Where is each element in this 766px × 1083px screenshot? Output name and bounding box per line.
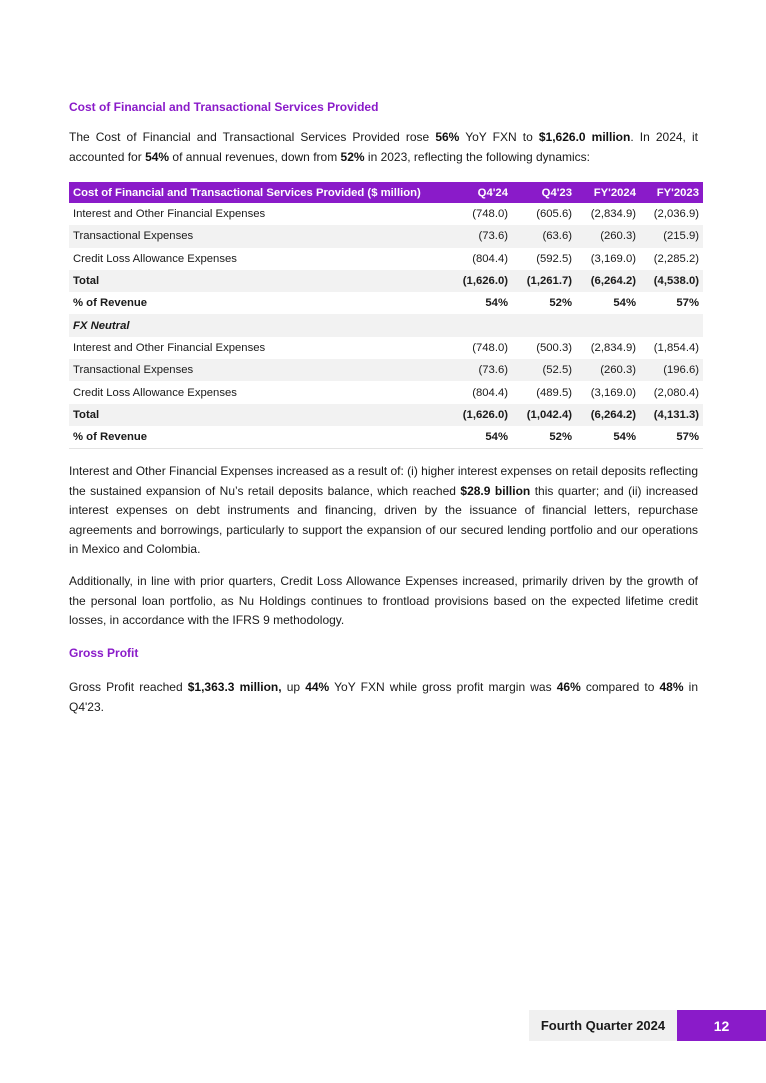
footer-report-label: Fourth Quarter 2024 bbox=[529, 1010, 677, 1041]
row-value: (605.6) bbox=[536, 208, 572, 221]
row-value: (2,036.9) bbox=[653, 208, 699, 221]
row-value: 57% bbox=[676, 297, 699, 310]
row-value: (804.4) bbox=[472, 386, 508, 399]
header-fy2023: FY'2023 bbox=[640, 182, 703, 203]
row-label: Credit Loss Allowance Expenses bbox=[73, 252, 237, 265]
page-number: 12 bbox=[677, 1010, 766, 1041]
row-value: (4,131.3) bbox=[640, 404, 703, 426]
row-value: (1,042.4) bbox=[512, 404, 576, 426]
gross-profit-paragraph: Gross Profit reached $1,363.3 million, up 44% YoY FXN while gross profit margin was 46% compared to 48% in Q4'23. bbox=[69, 680, 698, 714]
credit-loss-paragraph: Additionally, in line with prior quarters, Credit Loss Allowance Expenses increased, primarily driven by the growth of the personal loan portfolio, as Nu Holdings continues to frontload provisions based on the expected lifetime credit losses, in accordance with the IFRS 9 methodology. bbox=[69, 574, 698, 627]
row-label: Interest and Other Financial Expenses bbox=[73, 208, 266, 221]
section-title-gross-profit: Gross Profit bbox=[69, 646, 139, 660]
row-label: Transactional Expenses bbox=[69, 359, 448, 381]
row-label: Credit Loss Allowance Expenses bbox=[73, 386, 237, 399]
section-title-cost: Cost of Financial and Transactional Services Provided bbox=[69, 100, 379, 114]
row-value: 54% bbox=[576, 426, 640, 448]
row-value: 52% bbox=[512, 426, 576, 448]
table-row bbox=[69, 404, 703, 426]
table-row bbox=[69, 314, 703, 336]
row-value: (1,626.0) bbox=[448, 270, 512, 292]
table-row bbox=[69, 248, 703, 270]
row-value: (489.5) bbox=[536, 386, 572, 399]
row-value: (1,626.0) bbox=[448, 404, 512, 426]
row-value: (63.6) bbox=[512, 225, 576, 247]
row-value: 52% bbox=[549, 297, 572, 310]
row-value: (52.5) bbox=[512, 359, 576, 381]
table-row bbox=[69, 292, 703, 314]
table-row bbox=[69, 203, 703, 225]
row-label: Interest and Other Financial Expenses bbox=[73, 341, 266, 354]
table-row bbox=[69, 270, 703, 292]
row-value: (6,264.2) bbox=[576, 404, 640, 426]
row-value: (2,834.9) bbox=[590, 208, 636, 221]
row-value: 57% bbox=[640, 426, 703, 448]
row-value bbox=[512, 314, 576, 336]
row-value: 54% bbox=[448, 426, 512, 448]
header-label: Cost of Financial and Transactional Services Provided ($ million) bbox=[69, 182, 448, 203]
row-value: (2,834.9) bbox=[590, 341, 636, 354]
row-label: Total bbox=[69, 270, 448, 292]
row-label: FX Neutral bbox=[69, 314, 448, 336]
row-value: (196.6) bbox=[640, 359, 703, 381]
row-value: (260.3) bbox=[576, 225, 640, 247]
row-value: (804.4) bbox=[472, 252, 508, 265]
header-q424: Q4'24 bbox=[448, 182, 512, 203]
row-value: (500.3) bbox=[536, 341, 572, 354]
row-value: (1,854.4) bbox=[653, 341, 699, 354]
table-row bbox=[69, 225, 703, 247]
row-value: (2,080.4) bbox=[653, 386, 699, 399]
row-value bbox=[576, 314, 640, 336]
row-value bbox=[448, 314, 512, 336]
row-value: (6,264.2) bbox=[576, 270, 640, 292]
row-value: 54% bbox=[485, 297, 508, 310]
table-body bbox=[69, 203, 703, 448]
row-value: (260.3) bbox=[576, 359, 640, 381]
header-q423: Q4'23 bbox=[512, 182, 576, 203]
header-fy2024: FY'2024 bbox=[576, 182, 640, 203]
intro-paragraph: The Cost of Financial and Transactional Services Provided rose 56% YoY FXN to $1,626.0 million. In 2024, it accounted for 54% of annual revenues, down from 52% in 2023, reflecting the following dynamics: bbox=[69, 130, 698, 164]
row-label: Transactional Expenses bbox=[69, 225, 448, 247]
table-row bbox=[69, 381, 703, 403]
row-value: (3,169.0) bbox=[590, 386, 636, 399]
row-value bbox=[640, 314, 703, 336]
row-value: (2,285.2) bbox=[653, 252, 699, 265]
row-value: (73.6) bbox=[448, 225, 512, 247]
row-label: % of Revenue bbox=[73, 297, 148, 310]
row-value: (4,538.0) bbox=[640, 270, 703, 292]
row-value: (215.9) bbox=[640, 225, 703, 247]
row-value: 54% bbox=[613, 297, 636, 310]
table-row bbox=[69, 359, 703, 381]
row-value: (592.5) bbox=[536, 252, 572, 265]
row-value: (1,261.7) bbox=[512, 270, 576, 292]
row-label: Total bbox=[69, 404, 448, 426]
table-row bbox=[69, 426, 703, 448]
row-value: (748.0) bbox=[472, 341, 508, 354]
row-value: (73.6) bbox=[448, 359, 512, 381]
row-value: (748.0) bbox=[472, 208, 508, 221]
table-row bbox=[69, 337, 703, 359]
row-label: % of Revenue bbox=[69, 426, 448, 448]
cost-table bbox=[69, 182, 703, 449]
table-header-row bbox=[69, 182, 703, 203]
row-value: (3,169.0) bbox=[590, 252, 636, 265]
interest-paragraph: Interest and Other Financial Expenses increased as a result of: (i) higher interest expenses on retail deposits reflecting the sustained expansion of Nu’s retail deposits balance, which reached $28.9 billion this quarter; and (ii) increased interest expenses on debt instruments and financing, driven by the issuance of financial letters, repurchase agreements and borrowings, particularly to support the expansion of our secured lending portfolio and our operations in Mexico and Colombia. bbox=[69, 464, 698, 556]
